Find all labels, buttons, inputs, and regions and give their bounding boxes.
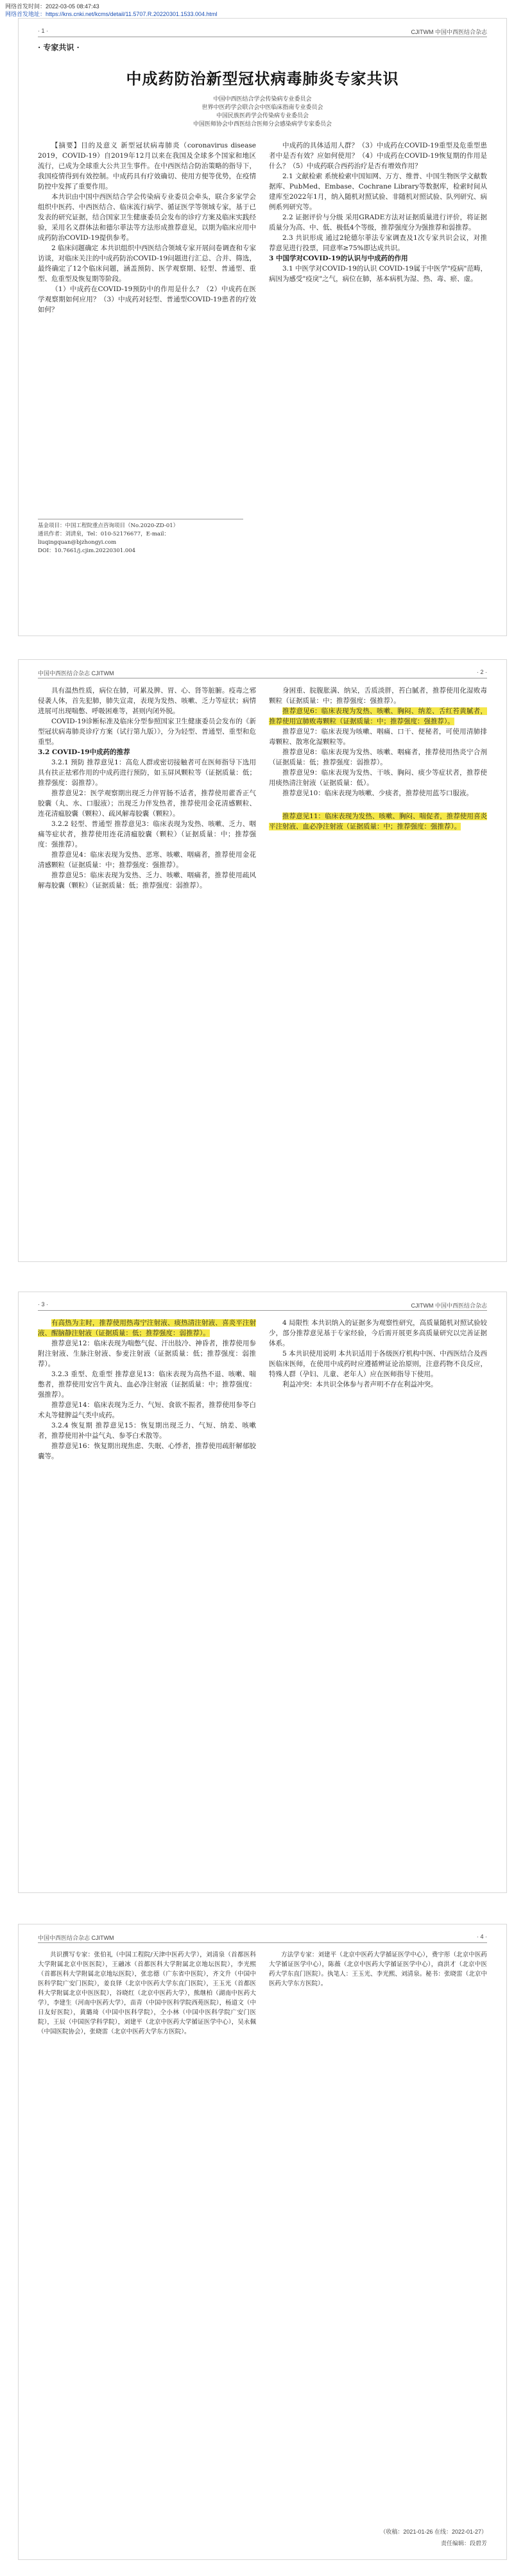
right-column xyxy=(269,1950,487,1989)
page-header xyxy=(38,28,487,37)
right-column xyxy=(269,1318,487,1390)
article-title: 中成药防治新型冠状病毒肺炎专家共识 xyxy=(126,69,399,88)
highlighted-text: 推荐意见11：临床表现为发热、咳嗽、胸闷、喘促者，推荐使用喜炎平注射液、血必净注射液（证据质量：中；推荐强度：强推荐）。 xyxy=(269,812,487,830)
page-number: · 4 · xyxy=(476,1933,487,1940)
page-4 xyxy=(18,1924,507,2560)
author-list: 共识撰写专家：张伯礼（中国工程院/天津中医药大学），刘清泉（首都医科大学附属北京中医医院），王融冰（首都医科大学附属北京地坛医院），李光熙（首都医科大学附属北京地坛医院），张忠德（广东省中医院），齐文升（中国中医科学院广安门医院），姜良铎（北京中医药大学东直门医院），王玉光（首都医科大学附属北京中医医院），谷晓红（北京中医药大学），熊继柏（湖南中医药大学），李建生（河南中医药大学），苗青（中国中医科学院西苑医院），杨道文（中日友好医院），黄璐琦（中国中医科学院），仝小林（中国中医科学院广安门医院），王辰（中国医学科学院），刘建平（北京中医药大学循证医学中心），吴永佩（中国医院协会），张晓雷（北京中医药大学东方医院）。 xyxy=(38,1951,256,2035)
highlighted-text: 有高热为主时，推荐使用热毒宁注射液、痰热清注射液、喜炎平注射液、醒脑静注射液（证据质量：低；推荐强度：弱推荐）。 xyxy=(38,1319,256,1337)
paragraph: 具有温热性质，病位在肺，可累及脾、胃、心、肾等脏腑。疫毒之邪侵袭人体，首先犯肺，肺失宣肃，表现为发热、咳嗽、乏力等症状；病情进展可出现喘憋、呼吸困难等，甚则内闭外脱。 xyxy=(38,687,256,715)
footnote xyxy=(38,519,243,555)
contributors: 方法学专家：刘建平（北京中医药大学循证医学中心），费宇彤（北京中医药大学循证医学中心），陈薇（北京中医药大学循证医学中心），商洪才（北京中医药大学东直门医院）。执笔人：王玉光、李光熙、刘清泉。秘书：张晓雷（北京中医药大学东方医院）。 xyxy=(269,1951,487,1987)
page-number: · 2 · xyxy=(476,669,487,675)
column-heading: · 专家共识 · xyxy=(38,43,80,52)
paragraph: 2.1 文献检索 系统检索中国知网、万方、维普、中国生物医学文献数据库、PubMed、Embase、Cochrane Library等数据库，检索时间从建库至2022年1月，纳入随机对照试验、非随机对照试验、队列研究、病例系列研究等。 xyxy=(269,173,487,211)
paragraph: 4 局限性 本共识纳入的证据多为观察性研究，高质量随机对照试验较少，部分推荐意见基于专家经验，今后需开展更多高质量研究以完善证据体系。 xyxy=(269,1319,487,1347)
paragraph: 推荐意见9：临床表现为发热、干咳、胸闷、痰少等症状者，推荐使用痰热清注射液（证据质量：低）。 xyxy=(269,769,487,787)
paragraph xyxy=(269,706,487,727)
paragraph: 利益冲突：本共识全体参与者声明不存在利益冲突。 xyxy=(282,1381,438,1388)
paragraph: 推荐意见16：恢复期出现焦虑、失眠、心悸者，推荐使用疏肝解郁胶囊等。 xyxy=(38,1442,256,1460)
responsible-editor: 责任编辑：段碧芳 xyxy=(440,2540,487,2547)
footnote-funding: 基金项目：中国工程院重点咨询项目（No.2020-ZD-01） xyxy=(38,523,179,529)
paragraph: 推荐意见2：医学观察期出现乏力伴胃肠不适者，推荐使用藿香正气胶囊（丸、水、口服液）；出现乏力伴发热者，推荐使用金花清感颗粒、连花清瘟胶囊（颗粒）、疏风解毒胶囊（颗粒）。 xyxy=(38,789,256,818)
journal-name: 中国中西医结合杂志 CJITWM xyxy=(38,670,114,677)
left-column xyxy=(38,140,256,315)
received-date: （收稿：2021-01-26 在线：2022-01-27） xyxy=(380,2529,487,2535)
paragraph: 推荐意见8：临床表现为发热、咳嗽、咽痛者，推荐使用热炎宁合剂（证据质量：低；推荐强度：弱推荐）。 xyxy=(269,748,487,766)
paragraph: 5 本共识使用说明 本共识适用于各级医疗机构中医、中西医结合及西医临床医师，在使用中成药时应遵循辨证论治原则，注意药物不良反应，特殊人群（孕妇、儿童、老年人）应在医师指导下使用。 xyxy=(269,1350,487,1378)
left-column xyxy=(38,1318,256,1461)
highlighted-text: 推荐意见6：临床表现为发热、咳嗽、胸闷、纳差、舌红苔黄腻者，推荐使用宣肺败毒颗粒（证据质量：中；推荐强度：强推荐）。 xyxy=(269,707,487,725)
paragraph xyxy=(269,811,487,832)
right-column xyxy=(269,140,487,284)
paragraph: 2 临床问题确定 本共识组织中西医结合领域专家开展问卷调查和专家访谈，对临床关注的中成药防治COVID-19问题进行汇总、合并、筛选，最终确定了12个临床问题，涵盖预防、医学观察期、轻型、普通型、重型、危重型及恢复期等阶段。 xyxy=(38,244,256,283)
journal-name: 中国中西医结合杂志 CJITWM xyxy=(38,1935,114,1941)
paragraph: 推荐意见7：临床表现为咳嗽、咽痛、口干、便秘者，可使用清肺排毒颗粒、散寒化湿颗粒等。 xyxy=(269,728,487,746)
page-3 xyxy=(18,1292,507,1893)
net-publish-time: 网络首发时间：2022-03-05 08:47:43 xyxy=(5,3,99,10)
page-header xyxy=(38,1933,487,1943)
left-column xyxy=(38,686,256,891)
paragraph: 2.2 证据评价与分级 采用GRADE方法对证据质量进行评价，将证据质量分为高、中、低、极低4个等级，推荐强度分为强推荐和弱推荐。 xyxy=(269,214,487,232)
org-line: 世界中医药学会联合会中医临床指南专业委员会 xyxy=(201,105,323,111)
org-line: 中国中西医结合学会传染病专业委员会 xyxy=(213,96,312,103)
paragraph: 推荐意见12：临床表现为喘憋气促、汗出肢冷、神昏者，推荐使用参附注射液、生脉注射液、参麦注射液（证据质量：低；推荐强度：弱推荐）。 xyxy=(38,1340,256,1368)
paragraph: 2.3 共识形成 通过2轮德尔菲法专家调查及1次专家共识会议，对推荐意见进行投票，同意率≥75%即达成共识。 xyxy=(269,234,487,252)
footnote-doi[interactable]: DOI：10.7661/j.cjim.20220301.004 xyxy=(38,548,136,554)
page-number: · 1 · xyxy=(38,28,49,34)
journal-name: CJITWM 中国中西医结合杂志 xyxy=(411,1302,487,1309)
paragraph: 推荐意见10：临床表现为咳嗽、少痰者，推荐使用蓝芩口服液。 xyxy=(282,789,473,797)
right-column xyxy=(269,686,487,832)
section-heading: 3.2 COVID-19中成药的推荐 xyxy=(38,748,130,756)
paragraph: 中成药的具体适用人群？（3）中成药在COVID-19重型及危重型患者中是否有效？应如何使用？（4）中成药在COVID-19恢复期的作用是什么？（5）中成药联合西药治疗是否有增效作用？ xyxy=(269,142,487,170)
paragraph: 推荐意见14：临床表现为乏力、气短、食欲不振者，推荐使用参苓白术丸等健脾益气类中成药。 xyxy=(38,1401,256,1419)
paragraph: COVID-19诊断标准及临床分型参照国家卫生健康委员会发布的《新型冠状病毒肺炎诊疗方案（试行第九版）》，分为轻型、普通型、重型和危重型。 xyxy=(38,718,256,746)
footnote-corresponding: 通讯作者：刘清泉，Tel：010-52176677，E-mail：liuqingquan@bjzhongyi.com xyxy=(38,531,169,546)
journal-name: CJITWM 中国中西医结合杂志 xyxy=(411,29,487,35)
org-line: 中国医师协会中西医结合医师分会感染病学专家委员会 xyxy=(193,121,332,128)
paragraph: 3.2.3 重型、危重型 推荐意见13：临床表现为高热不退、咳嗽、喘憋者，推荐使用安宫牛黄丸、血必净注射液（证据质量：中；推荐强度：强推荐）。 xyxy=(38,1370,256,1399)
net-publish-url[interactable]: 网络首发地址：https://kns.cnki.net/kcms/detail/11.5707.R.20220301.1533.004.html xyxy=(5,11,218,17)
paragraph: 3.2.4 恢复期 推荐意见15：恢复期出现乏力、气短、纳差、咳嗽者，推荐使用补中益气丸、参苓白术散等。 xyxy=(38,1422,256,1440)
section-heading: 3 中国学对COVID-19的认识与中成药的作用 xyxy=(269,255,408,262)
left-column xyxy=(38,1950,256,2037)
paragraph xyxy=(38,1318,256,1338)
paragraph: 【摘要】目的及意义 新型冠状病毒肺炎（coronavirus disease 2019，COVID-19）自2019年12月以来在我国及全球多个国家和地区流行，已成为全球重大公共卫生事件。在中西医结合防治策略的指导下，我国疫情得到有效控制。中成药具有疗效确切、使用方便等优势，在疫情防控中发挥了重要作用。 xyxy=(38,142,256,190)
paragraph: 身困重、脘腹胀满、纳呆，舌质淡胖，苔白腻者，推荐使用化湿败毒颗粒（证据质量：中；推荐强度：强推荐）。 xyxy=(269,687,487,705)
paragraph: 3.2.2 轻型、普通型 推荐意见3：临床表现为发热、咳嗽、乏力、咽痛等症状者，推荐使用连花清瘟胶囊（颗粒）（证据质量：中；推荐强度：强推荐）。 xyxy=(38,820,256,848)
page-2 xyxy=(18,659,507,1262)
paragraph: 3.2.1 预防 推荐意见1：高危人群或密切接触者可在医师指导下选用具有扶正祛邪作用的中成药进行预防，如玉屏风颗粒等（证据质量：低；推荐强度：弱推荐）。 xyxy=(38,759,256,787)
paragraph: 推荐意见5：临床表现为发热、乏力、咳嗽、咽痛者，推荐使用疏风解毒胶囊（颗粒）（证据质量：低；推荐强度：弱推荐）。 xyxy=(38,871,256,889)
org-line: 中国民族医药学会传染病专业委员会 xyxy=(216,113,309,119)
paragraph: 推荐意见4：临床表现为发热、恶寒、咳嗽、咽痛者，推荐使用金花清感颗粒（证据质量：中；推荐强度：强推荐）。 xyxy=(38,851,256,869)
author-organizations xyxy=(19,96,506,129)
paragraph: （1）中成药在COVID-19预防中的作用是什么？（2）中成药在医学观察期如何应用？（3）中成药对轻型、普通型COVID-19患者的疗效如何？ xyxy=(38,285,256,314)
page-header xyxy=(38,669,487,678)
page-number: · 3 · xyxy=(38,1301,49,1308)
net-publish-info xyxy=(5,3,218,18)
page-1 xyxy=(18,18,507,636)
paragraph: 3.1 中医学对COVID-19的认识 COVID-19属于中医学"疫病"范畴，病因为感受"疫戾"之气，病位在肺，基本病机为湿、热、毒、瘀、虚。 xyxy=(269,265,487,283)
page-header xyxy=(38,1301,487,1311)
paragraph: 本共识由中国中西医结合学会传染病专业委员会牵头，联合多家学会组织中医药、中西医结合、临床流行病学、循证医学等领域专家，基于已发表的研究证据，结合国家卫生健康委员会发布的诊疗方案及临床实践经验，采用名义群体法和德尔菲法等方法形成推荐意见，以期为临床应用中成药防治COVID-19提供参考。 xyxy=(38,193,256,242)
